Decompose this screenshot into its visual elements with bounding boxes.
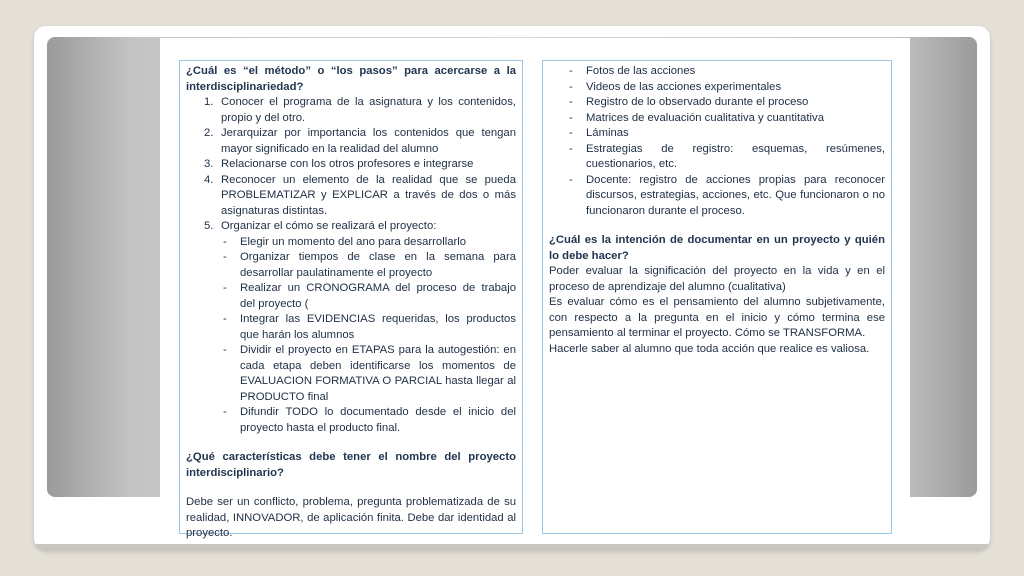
dash-bullet: - bbox=[223, 235, 227, 248]
dash-bullet: - bbox=[223, 406, 227, 418]
step-number: 5. bbox=[204, 220, 214, 232]
question-method: ¿Cuál es “el método” o “los pasos” para acercarse a la interdisciplinariedad? bbox=[186, 65, 516, 93]
dash-bullet: - bbox=[569, 127, 573, 139]
evidence-text: Fotos de las acciones bbox=[586, 65, 696, 77]
evidence-list bbox=[549, 64, 885, 219]
evidence-item bbox=[549, 173, 885, 220]
step-number: 3. bbox=[204, 158, 214, 170]
substep-item bbox=[186, 312, 516, 343]
step-text: Reconocer un elemento de la realidad que se pueda PROBLEMATIZAR y EXPLICAR a través de dos o más asignaturas distintas. bbox=[221, 173, 516, 217]
substep-text: Elegir un momento del ano para desarrollarlo bbox=[240, 235, 467, 248]
substep-item bbox=[186, 250, 516, 281]
step-item bbox=[186, 126, 516, 157]
step-item bbox=[186, 95, 516, 126]
evidence-text: Láminas bbox=[586, 127, 629, 139]
answer-paragraph: Hacerle saber al alumno que toda acción que realice es valiosa. bbox=[549, 342, 870, 355]
evidence-item bbox=[549, 111, 885, 127]
step-number: 1. bbox=[204, 96, 214, 108]
evidence-text: Matrices de evaluación cualitativa y cuantitativa bbox=[586, 111, 824, 124]
dash-bullet: - bbox=[223, 251, 227, 263]
substep-text: Integrar las EVIDENCIAS requeridas, los productos que harán los alumnos bbox=[240, 313, 516, 341]
question-project-name: ¿Qué características debe tener el nombre del proyecto interdisciplinario? bbox=[186, 451, 516, 479]
dash-bullet: - bbox=[223, 282, 227, 294]
answer-paragraph: Poder evaluar la significación del proyecto en la vida y en el proceso de aprendizaje del alumno (cualitativa) bbox=[549, 265, 885, 293]
dash-bullet: - bbox=[223, 344, 227, 356]
document-page bbox=[160, 38, 910, 540]
evidence-text: Docente: registro de acciones propias para reconocer discursos, estrategias, acciones, etc. Que funcionaron o no funcionaron durante el proceso. bbox=[586, 173, 885, 217]
substep-text: Realizar un CRONOGRAMA del proceso de trabajo del proyecto ( bbox=[240, 282, 516, 310]
question-documentation: ¿Cuál es la intención de documentar en un proyecto y quién lo debe hacer? bbox=[549, 234, 885, 262]
substeps-list bbox=[186, 235, 516, 437]
substep-item bbox=[186, 343, 516, 405]
substep-text: Dividir el proyecto en ETAPAS para la autogestión: en cada etapa deben identificarse los momentos de EVALUACION FORMATIVA O PARCIAL hasta llegar al PRODUCTO final bbox=[240, 344, 516, 403]
dash-bullet: - bbox=[569, 173, 573, 186]
substep-text: Organizar tiempos de clase en la semana para desarrollar paulatinamente el proyecto bbox=[240, 251, 516, 279]
step-number: 4. bbox=[204, 173, 214, 186]
dash-bullet: - bbox=[569, 142, 573, 155]
step-text: Relacionarse con los otros profesores e integrarse bbox=[221, 158, 474, 170]
substep-text: Difundir TODO lo documentado desde el inicio del proyecto hasta el producto final. bbox=[240, 406, 516, 434]
evidence-item bbox=[549, 126, 885, 142]
evidence-item bbox=[549, 80, 885, 96]
step-text: Conocer el programa de la asignatura y los contenidos, propio y del otro. bbox=[221, 96, 516, 124]
dash-bullet: - bbox=[569, 96, 573, 108]
evidence-text: Videos de las acciones experimentales bbox=[586, 80, 782, 93]
step-item bbox=[186, 219, 516, 235]
step-item bbox=[186, 173, 516, 220]
slide-bottom-shadow bbox=[36, 544, 988, 550]
evidence-item bbox=[549, 95, 885, 111]
dash-bullet: - bbox=[569, 80, 573, 93]
evidence-text: Estrategias de registro: esquemas, resúmenes, cuestionarios, etc. bbox=[586, 142, 885, 170]
steps-list bbox=[186, 95, 516, 235]
dash-bullet: - bbox=[223, 313, 227, 325]
substep-item bbox=[186, 281, 516, 312]
step-text: Organizar el cómo se realizará el proyecto: bbox=[221, 220, 437, 232]
answer-project-name: Debe ser un conflicto, problema, pregunta problematizada de su realidad, INNOVADOR, de aplicación finita. Debe dar identidad al proyecto. bbox=[186, 496, 516, 539]
answer-paragraph: Es evaluar cómo es el pensamiento del alumno subjetivamente, con respecto a la pregunta en el inicio y cómo termina ese pensamiento al terminar el proyecto. Cómo se TRANSFORMA. bbox=[549, 296, 885, 339]
evidence-text: Registro de lo observado durante el proceso bbox=[586, 96, 809, 108]
step-number: 2. bbox=[204, 127, 214, 139]
step-item bbox=[186, 157, 516, 173]
step-text: Jerarquizar por importancia los contenidos que tengan mayor significado en la realidad del alumno bbox=[221, 127, 516, 155]
dash-bullet: - bbox=[569, 111, 573, 124]
left-column bbox=[179, 60, 523, 539]
substep-item bbox=[186, 405, 516, 436]
right-column bbox=[542, 60, 892, 534]
dash-bullet: - bbox=[569, 65, 573, 77]
evidence-item bbox=[549, 64, 885, 80]
evidence-item bbox=[549, 142, 885, 173]
substep-item bbox=[186, 235, 516, 251]
